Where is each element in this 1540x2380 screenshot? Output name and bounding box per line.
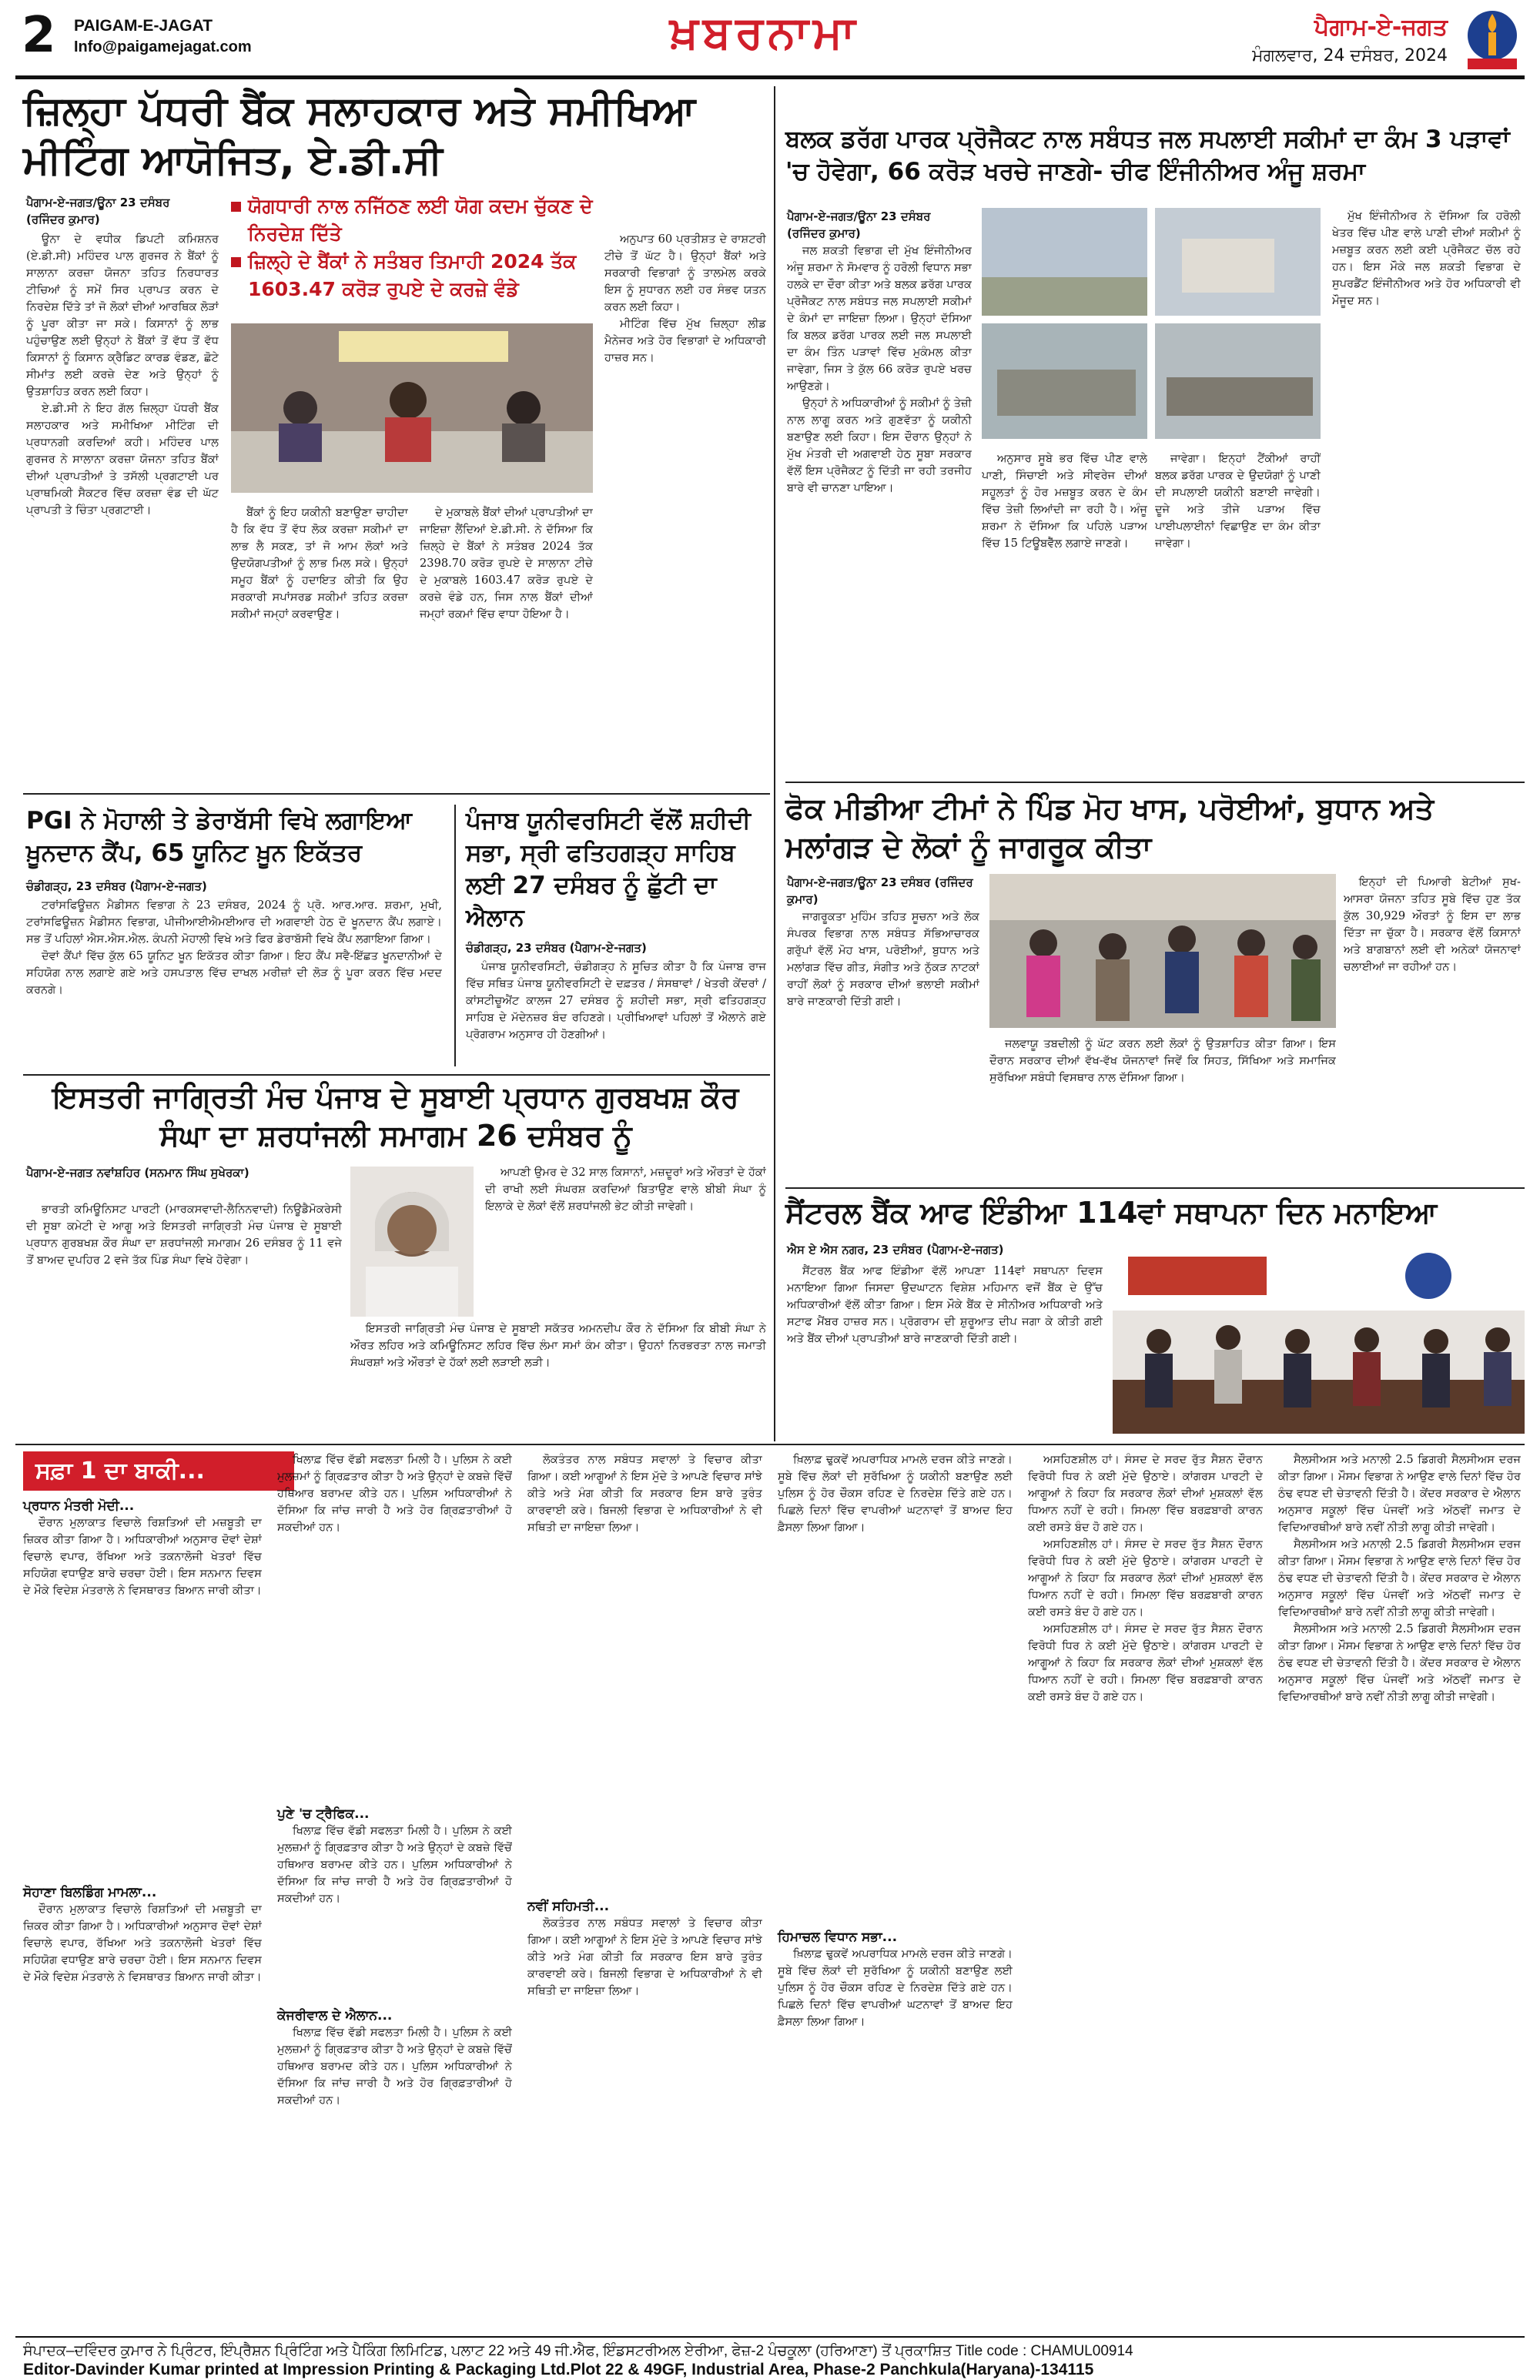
pgi-paragraph: ਦੋਵਾਂ ਕੈਂਪਾਂ ਵਿੱਚ ਕੁੱਲ 65 ਯੂਨਿਟ ਖੂਨ ਇਕੱਤਰ ਕੀਤਾ ਗਿਆ। ਇਹ ਕੈਂਪ ਸਵੈ-ਇੱਛਤ ਖੂਨਦਾਨੀਆਂ ਦੇ ਸਹਿਯੋਗ ਨਾਲ ਲਗਾਏ ਗਏ ਅਤੇ ਹਸਪਤਾਲ ਵਿੱਚ ਦਾਖਲ ਮਰੀਜ਼ਾਂ ਦੀ ਲੋੜ ਨੂੰ ਪੂਰਾ ਕਰਨ ਵਿੱਚ ਮਦਦ ਕਰਨਗੇ। [26,949,442,996]
cbi-byline: ਐਸ ਏ ਐਸ ਨਗਰ, 23 ਦਸੰਬਰ (ਪੈਗਾਮ-ਏ-ਜਗਤ) [787,1243,1004,1257]
continued-subhead: ਹਿਮਾਚਲ ਵਿਧਾਨ ਸਭਾ... [778,1930,898,1945]
istri-paragraph: ਇਸਤਰੀ ਜਾਗ੍ਰਿਤੀ ਮੰਚ ਪੰਜਾਬ ਦੇ ਸੂਬਾਈ ਸਕੱਤਰ ਅਮਨਦੀਪ ਕੌਰ ਨੇ ਦੱਸਿਆ ਕਿ ਬੀਬੀ ਸੰਘਾ ਨੇ ਔਰਤ ਲਹਿਰ ਅਤੇ ਕਮਿਊਨਿਸਟ ਲਹਿਰ ਵਿੱਚ ਲੰਮਾ ਸਮਾਂ ਕੰਮ ਕੀਤਾ। ਉਹਨਾਂ ਨਿਰਭਰਤਾ ਨਾਲ ਜਮਾਤੀ ਸੰਘਰਸ਼ਾਂ ਅਤੇ ਔਰਤਾਂ ਦੇ ਹੱਕਾਂ ਲਈ ਲੜਾਈ ਲੜੀ। [350,1322,766,1369]
drug-park-paragraph: ਮੁੱਖ ਇੰਜੀਨੀਅਰ ਨੇ ਦੱਸਿਆ ਕਿ ਹਰੋਲੀ ਖੇਤਰ ਵਿੱਚ ਪੀਣ ਵਾਲੇ ਪਾਣੀ ਦੀਆਂ ਸਕੀਮਾਂ ਨੂੰ ਮਜ਼ਬੂਤ ਕਰਨ ਲਈ ਕਈ ਪ੍ਰੋਜੈਕਟ ਚੱਲ ਰਹੇ ਹਨ। ਇਸ ਮੌਕੇ ਜਲ ਸ਼ਕਤੀ ਵਿਭਾਗ ਦੇ ਸੁਪਰਡੈਂਟ ਇੰਜੀਨੀਅਰ ਅਤੇ ਹੋਰ ਅਧਿਕਾਰੀ ਵੀ ਮੌਜੂਦ ਸਨ। [1332,209,1521,307]
continued-column-6 [1278,1451,1521,2329]
section-divider [15,1444,1525,1445]
drug-park-site-photos [982,208,1321,439]
bank-highlight-1: ਯੋਗਧਾਰੀ ਨਾਲ ਨਜਿੱਠਣ ਲਈ ਯੋਗ ਕਦਮ ਚੁੱਕਣ ਦੇ ਨਿਰਦੇਸ਼ ਦਿੱਤੇ [231,192,593,248]
imprint-footer [23,2342,1517,2379]
bank-highlight-2: ਜ਼ਿਲ੍ਹੇ ਦੇ ਬੈਂਕਾਂ ਨੇ ਸਤੰਬਰ ਤਿਮਾਹੀ 2024 ਤੱਕ 1603.47 ਕਰੋੜ ਰੁਪਏ ਦੇ ਕਰਜ਼ੇ ਵੰਡੇ [231,248,593,303]
imprint-line-punjabi: ਸੰਪਾਦਕ–ਦਵਿੰਦਰ ਕੁਮਾਰ ਨੇ ਪ੍ਰਿੰਟਰ, ਇੰਪ੍ਰੈਸ਼ਨ ਪ੍ਰਿੰਟਿੰਗ ਅਤੇ ਪੈਕਿੰਗ ਲਿਮਿਟਿਡ, ਪਲਾਟ 22 ਅਤੇ 49 ਜੀ.ਐਫ, ਇੰਡਸਟਰੀਅਲ ਏਰੀਆ, ਫੇਜ਼-2 ਪੰਚਕੂਲਾ (ਹਰਿਆਣਾ) ਤੋਂ ਪ੍ਰਕਾਸ਼ਿਤ Title code : CHAMUL00914 [23,2343,1133,2359]
continued-column-5 [1028,1451,1263,2329]
continued-paragraph: ਖਿਲਾਫ਼ ਵਿੱਚ ਵੱਡੀ ਸਫਲਤਾ ਮਿਲੀ ਹੈ। ਪੁਲਿਸ ਨੇ ਕਈ ਮੁਲਜ਼ਮਾਂ ਨੂੰ ਗ੍ਰਿਫ਼ਤਾਰ ਕੀਤਾ ਹੈ ਅਤੇ ਉਨ੍ਹਾਂ ਦੇ ਕਬਜ਼ੇ ਵਿੱਚੋਂ ਹਥਿਆਰ ਬਰਾਮਦ ਕੀਤੇ ਹਨ। ਪੁਲਿਸ ਅਧਿਕਾਰੀਆਂ ਨੇ ਦੱਸਿਆ ਕਿ ਜਾਂਚ ਜਾਰੀ ਹੈ ਅਤੇ ਹੋਰ ਗ੍ਰਿਫ਼ਤਾਰੀਆਂ ਹੋ ਸਕਦੀਆਂ ਹਨ। [277,2026,512,2107]
drug-park-paragraph: ਜਲ ਸ਼ਕਤੀ ਵਿਭਾਗ ਦੀ ਮੁੱਖ ਇੰਜੀਨੀਅਰ ਅੰਜੂ ਸ਼ਰਮਾ ਨੇ ਸੋਮਵਾਰ ਨੂੰ ਹਰੋਲੀ ਵਿਧਾਨ ਸਭਾ ਹਲਕੇ ਦਾ ਦੌਰਾ ਕੀਤਾ ਅਤੇ ਬਲਕ ਡਰੱਗ ਪਾਰਕ ਪ੍ਰੋਜੈਕਟ ਨਾਲ ਸਬੰਧਤ ਜਲ ਸਪਲਾਈ ਸਕੀਮਾਂ ਦੇ ਕੰਮਾਂ ਦਾ ਜਾਇਜ਼ਾ ਲਿਆ। ਉਨ੍ਹਾਂ ਦੱਸਿਆ ਕਿ ਬਲਕ ਡਰੱਗ ਪਾਰਕ ਲਈ ਜਲ ਸਪਲਾਈ ਦਾ ਕੰਮ ਤਿੰਨ ਪੜਾਵਾਂ ਵਿੱਚ ਮੁਕੰਮਲ ਕੀਤਾ ਜਾਵੇਗਾ, ਜਿਸ ਤੇ ਕੁੱਲ 66 ਕਰੋੜ ਰੁਪਏ ਖਰਚ ਆਉਣਗੇ। [787,244,972,393]
email-link[interactable]: Info@paigamejagat.com [74,38,252,55]
continued-paragraph: ਖ਼ਿਲਾਫ਼ ਢੁਕਵੇਂ ਅਪਰਾਧਿਕ ਮਾਮਲੇ ਦਰਜ ਕੀਤੇ ਜਾਣਗੇ। ਸੂਬੇ ਵਿੱਚ ਲੋਕਾਂ ਦੀ ਸੁਰੱਖਿਆ ਨੂੰ ਯਕੀਨੀ ਬਣਾਉਣ ਲਈ ਪੁਲਿਸ ਨੂੰ ਹੋਰ ਚੌਕਸ ਰਹਿਣ ਦੇ ਨਿਰਦੇਸ਼ ਦਿੱਤੇ ਗਏ ਹਨ। ਪਿਛਲੇ ਦਿਨਾਂ ਵਿੱਚ ਵਾਪਰੀਆਂ ਘਟਨਾਵਾਂ ਤੋਂ ਬਾਅਦ ਇਹ ਫ਼ੈਸਲਾ ਲਿਆ ਗਿਆ। [778,1453,1013,1534]
drug-park-paragraph: ਉਨ੍ਹਾਂ ਨੇ ਅਧਿਕਾਰੀਆਂ ਨੂੰ ਸਕੀਮਾਂ ਨੂੰ ਤੇਜ਼ੀ ਨਾਲ ਲਾਗੂ ਕਰਨ ਅਤੇ ਗੁਣਵੱਤਾ ਨੂੰ ਯਕੀਨੀ ਬਣਾਉਣ ਲਈ ਕਿਹਾ। ਇਸ ਦੌਰਾਨ ਉਨ੍ਹਾਂ ਨੇ ਮੁੱਖ ਮੰਤਰੀ ਦੀ ਅਗਵਾਈ ਹੇਠ ਸੂਬਾ ਸਰਕਾਰ ਵੱਲੋਂ ਇਸ ਪ੍ਰੋਜੈਕਟ ਨੂੰ ਦਿੱਤੀ ਜਾ ਰਹੀ ਤਰਜੀਹ ਬਾਰੇ ਵੀ ਚਾਨਣਾ ਪਾਇਆ। [787,397,972,494]
continued-paragraph: ਲੋਕਤੰਤਰ ਨਾਲ ਸਬੰਧਤ ਸਵਾਲਾਂ ਤੇ ਵਿਚਾਰ ਕੀਤਾ ਗਿਆ। ਕਈ ਆਗੂਆਂ ਨੇ ਇਸ ਮੁੱਦੇ ਤੇ ਆਪਣੇ ਵਿਚਾਰ ਸਾਂਝੇ ਕੀਤੇ ਅਤੇ ਮੰਗ ਕੀਤੀ ਕਿ ਸਰਕਾਰ ਇਸ ਬਾਰੇ ਤੁਰੰਤ ਕਾਰਵਾਈ ਕਰੇ। ਬਿਜਲੀ ਵਿਭਾਗ ਦੇ ਅਧਿਕਾਰੀਆਂ ਨੇ ਵੀ ਸਥਿਤੀ ਦਾ ਜਾਇਜ਼ਾ ਲਿਆ। [527,1453,762,1534]
folk-byline: ਪੈਗਾਮ-ਏ-ਜਗਤ/ਊਨਾ 23 ਦਸੰਬਰ (ਰਜਿੰਦਰ ਕੁਮਾਰ) [787,875,973,906]
bank-paragraph: ਅਨੁਪਾਤ 60 ਪ੍ਰਤੀਸ਼ਤ ਦੇ ਰਾਸ਼ਟਰੀ ਟੀਚੇ ਤੋਂ ਘੱਟ ਹੈ। ਉਨ੍ਹਾਂ ਬੈਂਕਾਂ ਅਤੇ ਸਰਕਾਰੀ ਵਿਭਾਗਾਂ ਨੂੰ ਤਾਲਮੇਲ ਕਰਕੇ ਇਸ ਨੂੰ ਸੁਧਾਰਨ ਲਈ ਹਰ ਸੰਭਵ ਯਤਨ ਕਰਨ ਲਈ ਕਿਹਾ। [604,233,766,313]
bank-highlights [231,192,593,303]
continued-paragraph: ਅਸਹਿਣਸ਼ੀਲ ਹਾਂ। ਸੰਸਦ ਦੇ ਸਰਦ ਰੁੱਤ ਸੈਸ਼ਨ ਦੌਰਾਨ ਵਿਰੋਧੀ ਧਿਰ ਨੇ ਕਈ ਮੁੱਦੇ ਉਠਾਏ। ਕਾਂਗਰਸ ਪਾਰਟੀ ਦੇ ਆਗੂਆਂ ਨੇ ਕਿਹਾ ਕਿ ਸਰਕਾਰ ਲੋਕਾਂ ਦੀਆਂ ਮੁਸ਼ਕਲਾਂ ਵੱਲ ਧਿਆਨ ਨਹੀਂ ਦੇ ਰਹੀ। ਸਿਮਲਾ ਵਿੱਚ ਬਰਫ਼ਬਾਰੀ ਕਾਰਨ ਕਈ ਰਸਤੇ ਬੰਦ ਹੋ ਗਏ ਹਨ। [1028,1622,1263,1703]
istri-headline: ਇਸਤਰੀ ਜਾਗ੍ਰਿਤੀ ਮੰਚ ਪੰਜਾਬ ਦੇ ਸੂਬਾਈ ਪ੍ਰਧਾਨ ਗੁਰਬਖਸ਼ ਕੌਰ ਸੰਘਾ ਦਾ ਸ਼ਰਧਾਂਜਲੀ ਸਮਾਗਮ 26 ਦਸੰਬਰ ਨੂੰ [52,1080,739,1153]
continued-paragraph: ਖਿਲਾਫ਼ ਵਿੱਚ ਵੱਡੀ ਸਫਲਤਾ ਮਿਲੀ ਹੈ। ਪੁਲਿਸ ਨੇ ਕਈ ਮੁਲਜ਼ਮਾਂ ਨੂੰ ਗ੍ਰਿਫ਼ਤਾਰ ਕੀਤਾ ਹੈ ਅਤੇ ਉਨ੍ਹਾਂ ਦੇ ਕਬਜ਼ੇ ਵਿੱਚੋਂ ਹਥਿਆਰ ਬਰਾਮਦ ਕੀਤੇ ਹਨ। ਪੁਲਿਸ ਅਧਿਕਾਰੀਆਂ ਨੇ ਦੱਸਿਆ ਕਿ ਜਾਂਚ ਜਾਰੀ ਹੈ ਅਤੇ ਹੋਰ ਗ੍ਰਿਫ਼ਤਾਰੀਆਂ ਹੋ ਸਕਦੀਆਂ ਹਨ। [277,1453,512,1534]
continued-paragraph: ਅਸਹਿਣਸ਼ੀਲ ਹਾਂ। ਸੰਸਦ ਦੇ ਸਰਦ ਰੁੱਤ ਸੈਸ਼ਨ ਦੌਰਾਨ ਵਿਰੋਧੀ ਧਿਰ ਨੇ ਕਈ ਮੁੱਦੇ ਉਠਾਏ। ਕਾਂਗਰਸ ਪਾਰਟੀ ਦੇ ਆਗੂਆਂ ਨੇ ਕਿਹਾ ਕਿ ਸਰਕਾਰ ਲੋਕਾਂ ਦੀਆਂ ਮੁਸ਼ਕਲਾਂ ਵੱਲ ਧਿਆਨ ਨਹੀਂ ਦੇ ਰਹੀ। ਸਿਮਲਾ ਵਿੱਚ ਬਰਫ਼ਬਾਰੀ ਕਾਰਨ ਕਈ ਰਸਤੇ ਬੰਦ ਹੋ ਗਏ ਹਨ। [1028,1453,1263,1534]
imprint-line-english: Editor-Davinder Kumar printed at Impression Printing & Packaging Ltd.Plot 22 & 49GF, Industrial Area, Phase-2 Panchkula(Haryana)-134115 [23,2361,1094,2378]
section-divider [785,782,1525,783]
cbi-body [787,1263,1103,1436]
cbi-headline: ਸੈਂਟਰਲ ਬੈਂਕ ਆਫ ਇੰਡੀਆ 114ਵਾਂ ਸਥਾਪਨਾ ਦਿਨ ਮਨਾਇਆ [785,1196,1438,1230]
folk-column-2 [989,1036,1336,1178]
publication-name: PAIGAM-E-JAGAT [74,17,213,35]
bank-paragraph: ਮੀਟਿੰਗ ਵਿੱਚ ਮੁੱਖ ਜ਼ਿਲ੍ਹਾ ਲੀਡ ਮੈਨੇਜਰ ਅਤੇ ਹੋਰ ਵਿਭਾਗਾਂ ਦੇ ਅਧਿਕਾਰੀ ਹਾਜ਼ਰ ਸਨ। [604,317,766,364]
continued-subhead: ਪ੍ਰਧਾਨ ਮੰਤਰੀ ਮੋਦੀ... [23,1498,135,1514]
continued-subhead: ਕੇਜਰੀਵਾਲ ਦੇ ਐਲਾਨ... [277,2008,393,2024]
page-column-divider [774,86,775,1441]
istri-column-2 [485,1164,766,1272]
torch-logo-icon [1463,6,1522,71]
bank-paragraph: ਬੈਂਕਾਂ ਨੂੰ ਇਹ ਯਕੀਨੀ ਬਣਾਉਣਾ ਚਾਹੀਦਾ ਹੈ ਕਿ ਵੱਧ ਤੋਂ ਵੱਧ ਲੋਕ ਕਰਜ਼ਾ ਸਕੀਮਾਂ ਦਾ ਲਾਭ ਲੈ ਸਕਣ, ਤਾਂ ਜੋ ਆਮ ਲੋਕਾਂ ਅਤੇ ਉਦਯੋਗਪਤੀਆਂ ਨੂੰ ਲਾਭ ਮਿਲ ਸਕੇ। ਉਨ੍ਹਾਂ ਸਮੂਹ ਬੈਂਕਾਂ ਨੂੰ ਹਦਾਇਤ ਕੀਤੀ ਕਿ ਉਹ ਸਰਕਾਰੀ ਸਪਾਂਸਰਡ ਸਕੀਮਾਂ ਤਹਿਤ ਕਰਜ਼ਾ ਸਕੀਮਾਂ ਜਮ੍ਹਾਂ ਕਰਵਾਉਣ। [231,506,408,621]
drug-park-byline: ਪੈਗਾਮ-ਏ-ਜਗਤ/ਊਨਾ 23 ਦਸੰਬਰ (ਰਜਿੰਦਰ ਕੁਮਾਰ) [787,209,931,240]
bank-paragraph: ਦੇ ਮੁਕਾਬਲੇ ਬੈਂਕਾਂ ਦੀਆਂ ਪ੍ਰਾਪਤੀਆਂ ਦਾ ਜਾਇਜ਼ਾ ਲੈਂਦਿਆਂ ਏ.ਡੀ.ਸੀ. ਨੇ ਦੱਸਿਆ ਕਿ ਜ਼ਿਲ੍ਹੇ ਦੇ ਬੈਂਕਾਂ ਨੇ ਸਤੰਬਰ 2024 ਤੱਕ 2398.70 ਕਰੋੜ ਰੁਪਏ ਦੇ ਸਾਲਾਨਾ ਟੀਚੇ ਦੇ ਮੁਕਾਬਲੇ 1603.47 ਕਰੋੜ ਰੁਪਏ ਦੇ ਕਰਜ਼ੇ ਵੰਡੇ ਹਨ, ਜਿਸ ਨਾਲ ਬੈਂਕਾਂ ਦੀਆਂ ਜਮ੍ਹਾਂ ਰਕਮਾਂ ਵਿੱਚ ਵਾਧਾ ਹੋਇਆ ਹੈ। [420,506,593,621]
pgi-paragraph: ਟਰਾਂਸਫਿਊਜ਼ਨ ਮੈਡੀਸਨ ਵਿਭਾਗ ਨੇ 23 ਦਸੰਬਰ, 2024 ਨੂੰ ਪ੍ਰੋ. ਆਰ.ਆਰ. ਸ਼ਰਮਾ, ਮੁਖੀ, ਟਰਾਂਸਫਿਊਜ਼ਨ ਮੈਡੀਸਨ ਵਿਭਾਗ, ਪੀਜੀਆਈਐਮਈਆਰ ਦੀ ਅਗਵਾਈ ਹੇਠ ਦੋ ਖੂਨਦਾਨ ਕੈਂਪ ਲਗਾਏ। ਸਭ ਤੋਂ ਪਹਿਲਾਂ ਐਸ.ਐਸ.ਐਲ. ਕੰਪਨੀ ਮੋਹਾਲੀ ਵਿਖੇ ਅਤੇ ਫਿਰ ਡੇਰਾਬੱਸੀ ਵਿਖੇ ਕੈਂਪ ਲਗਾਇਆ ਗਿਆ। [26,899,442,946]
continued-paragraph: ਲੋਕਤੰਤਰ ਨਾਲ ਸਬੰਧਤ ਸਵਾਲਾਂ ਤੇ ਵਿਚਾਰ ਕੀਤਾ ਗਿਆ। ਕਈ ਆਗੂਆਂ ਨੇ ਇਸ ਮੁੱਦੇ ਤੇ ਆਪਣੇ ਵਿਚਾਰ ਸਾਂਝੇ ਕੀਤੇ ਅਤੇ ਮੰਗ ਕੀਤੀ ਕਿ ਸਰਕਾਰ ਇਸ ਬਾਰੇ ਤੁਰੰਤ ਕਾਰਵਾਈ ਕਰੇ। ਬਿਜਲੀ ਵਿਭਾਗ ਦੇ ਅਧਿਕਾਰੀਆਂ ਨੇ ਵੀ ਸਥਿਤੀ ਦਾ ਜਾਇਜ਼ਾ ਲਿਆ। [527,1916,762,1997]
bank-paragraph: ਏ.ਡੀ.ਸੀ ਨੇ ਇਹ ਗੱਲ ਜ਼ਿਲ੍ਹਾ ਪੱਧਰੀ ਬੈਂਕ ਸਲਾਹਕਾਰ ਅਤੇ ਸਮੀਖਿਆ ਮੀਟਿੰਗ ਦੀ ਪ੍ਰਧਾਨਗੀ ਕਰਦਿਆਂ ਕਹੀ। ਮਹਿੰਦਰ ਪਾਲ ਗੁਰਜਰ ਨੇ ਸਾਲਾਨਾ ਕਰਜ਼ਾ ਯੋਜਨਾ ਤਹਿਤ ਬੈਂਕਾਂ ਦੀਆਂ ਪ੍ਰਾਪਤੀਆਂ ਤੇ ਤਸੱਲੀ ਪ੍ਰਗਟਾਈ ਪਰ ਪ੍ਰਾਥਮਿਕੀ ਸੈਕਟਰ ਵਿੱਚ ਕਰਜ਼ਾ ਵੰਡ ਦੀ ਘੱਟ ਪ੍ਰਾਪਤੀ ਤੇ ਚਿੰਤਾ ਪ੍ਰਗਟਾਈ। [26,402,219,517]
bank-column-1 [26,231,219,778]
continued-paragraph: ਖਿਲਾਫ਼ ਵਿੱਚ ਵੱਡੀ ਸਫਲਤਾ ਮਿਲੀ ਹੈ। ਪੁਲਿਸ ਨੇ ਕਈ ਮੁਲਜ਼ਮਾਂ ਨੂੰ ਗ੍ਰਿਫ਼ਤਾਰ ਕੀਤਾ ਹੈ ਅਤੇ ਉਨ੍ਹਾਂ ਦੇ ਕਬਜ਼ੇ ਵਿੱਚੋਂ ਹਥਿਆਰ ਬਰਾਮਦ ਕੀਤੇ ਹਨ। ਪੁਲਿਸ ਅਧਿਕਾਰੀਆਂ ਨੇ ਦੱਸਿਆ ਕਿ ਜਾਂਚ ਜਾਰੀ ਹੈ ਅਤੇ ਹੋਰ ਗ੍ਰਿਫ਼ਤਾਰੀਆਂ ਹੋ ਸਕਦੀਆਂ ਹਨ। [277,1824,512,1905]
continued-paragraph: ਸੈਲਸੀਅਸ ਅਤੇ ਮਨਾਲੀ 2.5 ਡਿਗਰੀ ਸੈਲਸੀਅਸ ਦਰਜ ਕੀਤਾ ਗਿਆ। ਮੌਸਮ ਵਿਭਾਗ ਨੇ ਆਉਣ ਵਾਲੇ ਦਿਨਾਂ ਵਿੱਚ ਹੋਰ ਠੰਢ ਵਧਣ ਦੀ ਚੇਤਾਵਨੀ ਦਿੱਤੀ ਹੈ। ਕੇਂਦਰ ਸਰਕਾਰ ਦੇ ਐਲਾਨ ਅਨੁਸਾਰ ਸਕੂਲਾਂ ਵਿੱਚ ਪੰਜਵੀਂ ਅਤੇ ਅੱਠਵੀਂ ਜਮਾਤ ਦੇ ਵਿਦਿਆਰਥੀਆਂ ਬਾਰੇ ਨਵੀਂ ਨੀਤੀ ਲਾਗੂ ਕੀਤੀ ਜਾਵੇਗੀ। [1278,1538,1521,1618]
continued-paragraph: ਖ਼ਿਲਾਫ਼ ਢੁਕਵੇਂ ਅਪਰਾਧਿਕ ਮਾਮਲੇ ਦਰਜ ਕੀਤੇ ਜਾਣਗੇ। ਸੂਬੇ ਵਿੱਚ ਲੋਕਾਂ ਦੀ ਸੁਰੱਖਿਆ ਨੂੰ ਯਕੀਨੀ ਬਣਾਉਣ ਲਈ ਪੁਲਿਸ ਨੂੰ ਹੋਰ ਚੌਕਸ ਰਹਿਣ ਦੇ ਨਿਰਦੇਸ਼ ਦਿੱਤੇ ਗਏ ਹਨ। ਪਿਛਲੇ ਦਿਨਾਂ ਵਿੱਚ ਵਾਪਰੀਆਂ ਘਟਨਾਵਾਂ ਤੋਂ ਬਾਅਦ ਇਹ ਫ਼ੈਸਲਾ ਲਿਆ ਗਿਆ। [778,1947,1013,2028]
section-divider [785,1187,1525,1189]
folk-paragraph: ਇਨ੍ਹਾਂ ਦੀ ਪਿਆਰੀ ਬੇਟੀਆਂ ਸੁਖ-ਆਸਰਾ ਯੋਜਨਾ ਤਹਿਤ ਸੂਬੇ ਵਿੱਚ ਹੁਣ ਤੱਕ ਕੁੱਲ 30,929 ਔਰਤਾਂ ਨੂੰ ਇਸ ਦਾ ਲਾਭ ਦਿੱਤਾ ਜਾ ਚੁੱਕਾ ਹੈ। ਸਰਕਾਰ ਵੱਲੋਂ ਕਿਸਾਨਾਂ ਅਤੇ ਬਾਗਬਾਨਾਂ ਲਈ ਵੀ ਅਨੇਕਾਂ ਯੋਜਨਾਵਾਂ ਚਲਾਈਆਂ ਜਾ ਰਹੀਆਂ ਹਨ। [1344,875,1521,973]
continued-paragraph: ਅਸਹਿਣਸ਼ੀਲ ਹਾਂ। ਸੰਸਦ ਦੇ ਸਰਦ ਰੁੱਤ ਸੈਸ਼ਨ ਦੌਰਾਨ ਵਿਰੋਧੀ ਧਿਰ ਨੇ ਕਈ ਮੁੱਦੇ ਉਠਾਏ। ਕਾਂਗਰਸ ਪਾਰਟੀ ਦੇ ਆਗੂਆਂ ਨੇ ਕਿਹਾ ਕਿ ਸਰਕਾਰ ਲੋਕਾਂ ਦੀਆਂ ਮੁਸ਼ਕਲਾਂ ਵੱਲ ਧਿਆਨ ਨਹੀਂ ਦੇ ਰਹੀ। ਸਿਮਲਾ ਵਿੱਚ ਬਰਫ਼ਬਾਰੀ ਕਾਰਨ ਕਈ ਰਸਤੇ ਬੰਦ ਹੋ ਗਏ ਹਨ। [1028,1538,1263,1618]
folk-column-1 [787,909,979,1178]
bank-paragraph: ਊਨਾ ਦੇ ਵਧੀਕ ਡਿਪਟੀ ਕਮਿਸ਼ਨਰ (ਏ.ਡੀ.ਸੀ) ਮਹਿੰਦਰ ਪਾਲ ਗੁਰਜਰ ਨੇ ਬੈਂਕਾਂ ਨੂੰ ਸਾਲਾਨਾ ਕਰਜ਼ਾ ਯੋਜਨਾ ਤਹਿਤ ਨਿਰਧਾਰਤ ਟੀਚਿਆਂ ਨੂੰ ਸਮੇਂ ਸਿਰ ਪ੍ਰਾਪਤ ਕਰਨ ਦੇ ਨਿਰਦੇਸ਼ ਦਿੱਤੇ ਤਾਂ ਜੋ ਲੋਕਾਂ ਦੀਆਂ ਆਰਥਿਕ ਲੋੜਾਂ ਨੂੰ ਪੂਰਾ ਕੀਤਾ ਜਾ ਸਕੇ। ਕਿਸਾਨਾਂ ਨੂੰ ਲਾਭ ਪਹੁੰਚਾਉਣ ਲਈ ਉਨ੍ਹਾਂ ਨੇ ਬੈਂਕਾਂ ਤੋਂ ਵੱਧ ਤੋਂ ਵੱਧ ਕਿਸਾਨਾਂ ਨੂੰ ਕਿਸਾਨ ਕ੍ਰੈਡਿਟ ਕਾਰਡ ਵੰਡਣ, ਛੋਟੇ ਸੀਮਾਂਤ ਲਈ ਕਰਜ਼ੇ ਦੇਣ ਅਤੇ ਉਨ੍ਹਾਂ ਨੂੰ ਉਤਸ਼ਾਹਿਤ ਕਰਨ ਲਈ ਕਿਹਾ। [26,233,219,398]
pu-headline: ਪੰਜਾਬ ਯੂਨੀਵਰਸਿਟੀ ਵੱਲੋਂ ਸ਼ਹੀਦੀ ਸਭਾ, ਸ੍ਰੀ ਫਤਿਹਗੜ੍ਹ ਸਾਹਿਬ ਲਈ 27 ਦਸੰਬਰ ਨੂੰ ਛੁੱਟੀ ਦਾ ਐਲਾਨ [466,807,751,932]
folk-media-photo [989,874,1336,1028]
pu-paragraph: ਪੰਜਾਬ ਯੂਨੀਵਰਸਿਟੀ, ਚੰਡੀਗੜ੍ਹ ਨੇ ਸੂਚਿਤ ਕੀਤਾ ਹੈ ਕਿ ਪੰਜਾਬ ਰਾਜ ਵਿੱਚ ਸਥਿਤ ਪੰਜਾਬ ਯੂਨੀਵਰਸਿਟੀ ਦੇ ਦਫ਼ਤਰ / ਸੰਸਥਾਵਾਂ / ਖੇਤਰੀ ਕੇਂਦਰਾਂ / ਕਾਂਸਟੀਚੂਐਂਟ ਕਾਲਜ 27 ਦਸੰਬਰ ਨੂੰ ਸ਼ਹੀਦੀ ਸਭਾ, ਸ੍ਰੀ ਫਤਿਹਗੜ੍ਹ ਸਾਹਿਬ ਦੇ ਮੱਦੇਨਜ਼ਰ ਬੰਦ ਰਹਿਣਗੇ। ਪ੍ਰੀਖਿਆਵਾਂ ਪਹਿਲਾਂ ਤੋਂ ਐਲਾਨੇ ਗਏ ਪ੍ਰੋਗਰਾਮ ਅਨੁਸਾਰ ਹੀ ਹੋਣਗੀਆਂ। [466,960,766,1041]
folk-column-3 [1344,874,1521,1178]
section-divider [23,793,770,795]
bank-column-2 [231,504,408,782]
continued-subhead: ਸੋਹਾਣਾ ਬਿਲਡਿੰਗ ਮਾਮਲਾ... [23,1885,157,1900]
istri-column-1 [26,1201,342,1432]
column-divider [454,805,456,1066]
continued-paragraph: ਸੈਲਸੀਅਸ ਅਤੇ ਮਨਾਲੀ 2.5 ਡਿਗਰੀ ਸੈਲਸੀਅਸ ਦਰਜ ਕੀਤਾ ਗਿਆ। ਮੌਸਮ ਵਿਭਾਗ ਨੇ ਆਉਣ ਵਾਲੇ ਦਿਨਾਂ ਵਿੱਚ ਹੋਰ ਠੰਢ ਵਧਣ ਦੀ ਚੇਤਾਵਨੀ ਦਿੱਤੀ ਹੈ। ਕੇਂਦਰ ਸਰਕਾਰ ਦੇ ਐਲਾਨ ਅਨੁਸਾਰ ਸਕੂਲਾਂ ਵਿੱਚ ਪੰਜਵੀਂ ਅਤੇ ਅੱਠਵੀਂ ਜਮਾਤ ਦੇ ਵਿਦਿਆਰਥੀਆਂ ਬਾਰੇ ਨਵੀਂ ਨੀਤੀ ਲਾਗੂ ਕੀਤੀ ਜਾਵੇਗੀ। [1278,1453,1521,1534]
cbi-event-photo [1113,1241,1525,1434]
istri-column-3 [350,1321,766,1432]
pu-byline: ਚੰਡੀਗੜ੍ਹ, 23 ਦਸੰਬਰ (ਪੈਗਾਮ-ਏ-ਜਗਤ) [466,941,647,955]
continued-paragraph: ਸੈਲਸੀਅਸ ਅਤੇ ਮਨਾਲੀ 2.5 ਡਿਗਰੀ ਸੈਲਸੀਅਸ ਦਰਜ ਕੀਤਾ ਗਿਆ। ਮੌਸਮ ਵਿਭਾਗ ਨੇ ਆਉਣ ਵਾਲੇ ਦਿਨਾਂ ਵਿੱਚ ਹੋਰ ਠੰਢ ਵਧਣ ਦੀ ਚੇਤਾਵਨੀ ਦਿੱਤੀ ਹੈ। ਕੇਂਦਰ ਸਰਕਾਰ ਦੇ ਐਲਾਨ ਅਨੁਸਾਰ ਸਕੂਲਾਂ ਵਿੱਚ ਪੰਜਵੀਂ ਅਤੇ ਅੱਠਵੀਂ ਜਮਾਤ ਦੇ ਵਿਦਿਆਰਥੀਆਂ ਬਾਰੇ ਨਵੀਂ ਨੀਤੀ ਲਾਗੂ ਕੀਤੀ ਜਾਵੇਗੀ। [1278,1622,1521,1703]
continued-label: ਸਫ਼ਾ 1 ਦਾ ਬਾਕੀ... [23,1451,294,1491]
section-divider [23,1074,770,1076]
section-title: ਖ਼ਬਰਨਾਮਾ [670,6,860,59]
masthead-rule [15,75,1525,79]
folk-paragraph: ਜਾਗਰੂਕਤਾ ਮੁਹਿੰਮ ਤਹਿਤ ਸੂਚਨਾ ਅਤੇ ਲੋਕ ਸੰਪਰਕ ਵਿਭਾਗ ਨਾਲ ਸਬੰਧਤ ਸੱਭਿਆਚਾਰਕ ਗਰੁੱਪਾਂ ਵੱਲੋਂ ਮੋਹ ਖਾਸ, ਪਰੋਈਆਂ, ਬੁਧਾਨ ਅਤੇ ਮਲਾਂਗੜ ਵਿੱਚ ਗੀਤ, ਸੰਗੀਤ ਅਤੇ ਨੁੱਕੜ ਨਾਟਕਾਂ ਰਾਹੀਂ ਲੋਕਾਂ ਨੂੰ ਸਰਕਾਰ ਦੀਆਂ ਭਲਾਈ ਸਕੀਮਾਂ ਬਾਰੇ ਜਾਣਕਾਰੀ ਦਿੱਤੀ ਗਈ। [787,910,979,1008]
pu-body [466,959,766,1066]
bank-column-4 [604,231,766,782]
istri-portrait-photo [350,1167,474,1317]
continued-column-4 [778,1451,1013,2329]
pgi-byline: ਚੰਡੀਗੜ੍ਹ, 23 ਦਸੰਬਰ (ਪੈਗਾਮ-ਏ-ਜਗਤ) [26,879,207,893]
drug-park-column-3 [1155,450,1321,774]
continued-column-1 [23,1498,262,2329]
continued-paragraph: ਦੌਰਾਨ ਮੁਲਾਕਾਤ ਵਿਚਾਲੇ ਰਿਸ਼ਤਿਆਂ ਦੀ ਮਜ਼ਬੂਤੀ ਦਾ ਜ਼ਿਕਰ ਕੀਤਾ ਗਿਆ ਹੈ। ਅਧਿਕਾਰੀਆਂ ਅਨੁਸਾਰ ਦੋਵਾਂ ਦੇਸ਼ਾਂ ਵਿਚਾਲੇ ਵਪਾਰ, ਰੱਖਿਆ ਅਤੇ ਤਕਨਾਲੋਜੀ ਖੇਤਰਾਂ ਵਿੱਚ ਸਹਿਯੋਗ ਵਧਾਉਣ ਬਾਰੇ ਚਰਚਾ ਹੋਈ। ਇਸ ਸਨਮਾਨ ਦਿਵਸ ਦੇ ਮੌਕੇ ਵਿਦੇਸ਼ ਮੰਤਰਾਲੇ ਨੇ ਵਿਸਥਾਰਤ ਬਿਆਨ ਜਾਰੀ ਕੀਤਾ। [23,1903,262,1983]
pgi-headline: PGI ਨੇ ਮੋਹਾਲੀ ਤੇ ਡੇਰਾਬੱਸੀ ਵਿਖੇ ਲਗਾਇਆ ਖ਼ੂਨਦਾਨ ਕੈਂਪ, 65 ਯੂਨਿਟ ਖ਼ੂਨ ਇਕੱਤਰ [26,807,412,867]
istri-byline: ਪੈਗਾਮ-ਏ-ਜਗਤ ਨਵਾਂਸ਼ਹਿਰ (ਸਨਮਾਨ ਸਿੰਘ ਸੁਖੇਰਕਾ) [26,1166,249,1180]
pgi-body [26,897,442,1066]
drug-park-column-4 [1332,208,1521,774]
brand-name: ਪੈਗਾਮ-ਏ-ਜਗਤ [1314,14,1448,41]
continued-column-2 [277,1451,512,2329]
folk-paragraph: ਜਲਵਾਯੂ ਤਬਦੀਲੀ ਨੂੰ ਘੱਟ ਕਰਨ ਲਈ ਲੋਕਾਂ ਨੂੰ ਉਤਸ਼ਾਹਿਤ ਕੀਤਾ ਗਿਆ। ਇਸ ਦੌਰਾਨ ਸਰਕਾਰ ਦੀਆਂ ਵੱਖ-ਵੱਖ ਯੋਜਨਾਵਾਂ ਜਿਵੇਂ ਕਿ ਸਿਹਤ, ਸਿੱਖਿਆ ਅਤੇ ਸਮਾਜਿਕ ਸੁਰੱਖਿਆ ਸਬੰਧੀ ਵਿਸਥਾਰ ਨਾਲ ਦੱਸਿਆ ਗਿਆ। [989,1037,1336,1084]
continued-subhead: ਪੁਣੇ 'ਚ ਟ੍ਰੈਫਿਕ... [277,1806,370,1822]
drug-park-paragraph: ਅਨੁਸਾਰ ਸੂਬੇ ਭਰ ਵਿੱਚ ਪੀਣ ਵਾਲੇ ਪਾਣੀ, ਸਿੰਚਾਈ ਅਤੇ ਸੀਵਰੇਜ ਦੀਆਂ ਸਹੂਲਤਾਂ ਨੂੰ ਹੋਰ ਮਜ਼ਬੂਤ ਕਰਨ ਦੇ ਕੰਮ ਵਿੱਚ ਤੇਜ਼ੀ ਲਿਆਂਦੀ ਜਾ ਰਹੀ ਹੈ। ਅੰਜੂ ਸ਼ਰਮਾ ਨੇ ਦੱਸਿਆ ਕਿ ਪਹਿਲੇ ਪੜਾਅ ਵਿੱਚ 15 ਟਿਊਬਵੈੱਲ ਲਗਾਏ ਜਾਣਗੇ। [982,452,1147,550]
continued-column-3 [527,1451,762,2329]
cbi-paragraph: ਸੈਂਟਰਲ ਬੈਂਕ ਆਫ ਇੰਡੀਆ ਵੱਲੋਂ ਆਪਣਾ 114ਵਾਂ ਸਥਾਪਨਾ ਦਿਵਸ ਮਨਾਇਆ ਗਿਆ ਜਿਸਦਾ ਉਦਘਾਟਨ ਵਿਸ਼ੇਸ਼ ਮਹਿਮਾਨ ਵਜੋਂ ਬੈਂਕ ਦੇ ਉੱਚ ਅਧਿਕਾਰੀਆਂ ਵੱਲੋਂ ਕੀਤਾ ਗਿਆ। ਇਸ ਮੌਕੇ ਬੈਂਕ ਦੇ ਸੀਨੀਅਰ ਅਧਿਕਾਰੀ ਅਤੇ ਸਟਾਫ ਮੈਂਬਰ ਹਾਜ਼ਰ ਸਨ। ਪ੍ਰੋਗਰਾਮ ਦੀ ਸ਼ੁਰੂਆਤ ਦੀਪ ਜਗਾ ਕੇ ਕੀਤੀ ਗਈ ਅਤੇ ਬੈਂਕ ਦੀਆਂ ਪ੍ਰਾਪਤੀਆਂ ਬਾਰੇ ਜਾਣਕਾਰੀ ਦਿੱਤੀ ਗਈ। [787,1264,1103,1345]
bank-column-3 [420,504,593,782]
istri-paragraph: ਭਾਰਤੀ ਕਮਿਊਨਿਸਟ ਪਾਰਟੀ (ਮਾਰਕਸਵਾਦੀ-ਲੈਨਿਨਵਾਦੀ) ਨਿਊਡੈਮੋਕਰੇਸੀ ਦੀ ਸੂਬਾ ਕਮੇਟੀ ਦੇ ਆਗੂ ਅਤੇ ਇਸਤਰੀ ਜਾਗ੍ਰਿਤੀ ਮੰਚ ਪੰਜਾਬ ਦੇ ਸੂਬਾਈ ਪ੍ਰਧਾਨ ਗੁਰਬਖਸ਼ ਕੌਰ ਸੰਘਾ ਦਾ ਸ਼ਰਧਾਂਜਲੀ ਸਮਾਗਮ 26 ਦਸੰਬਰ ਨੂੰ 11 ਵਜੇ ਤੋਂ ਬਾਅਦ ਦੁਪਹਿਰ 2 ਵਜੇ ਤੱਕ ਪਿੰਡ ਸੰਘਾ ਵਿਖੇ ਹੋਵੇਗਾ। [26,1203,342,1267]
bank-meeting-photo [231,323,593,493]
drug-park-paragraph: ਜਾਵੇਗਾ। ਇਨ੍ਹਾਂ ਟੈਂਕੀਆਂ ਰਾਹੀਂ ਬਲਕ ਡਰੱਗ ਪਾਰਕ ਦੇ ਉਦਯੋਗਾਂ ਨੂੰ ਪਾਣੀ ਦੀ ਸਪਲਾਈ ਯਕੀਨੀ ਬਣਾਈ ਜਾਵੇਗੀ। ਦੂਜੇ ਅਤੇ ਤੀਜੇ ਪੜਾਅ ਵਿੱਚ ਪਾਈਪਲਾਈਨਾਂ ਵਿਛਾਉਣ ਦਾ ਕੰਮ ਕੀਤਾ ਜਾਵੇਗਾ। [1155,452,1321,550]
footer-rule [15,2336,1525,2338]
continued-paragraph: ਦੌਰਾਨ ਮੁਲਾਕਾਤ ਵਿਚਾਲੇ ਰਿਸ਼ਤਿਆਂ ਦੀ ਮਜ਼ਬੂਤੀ ਦਾ ਜ਼ਿਕਰ ਕੀਤਾ ਗਿਆ ਹੈ। ਅਧਿਕਾਰੀਆਂ ਅਨੁਸਾਰ ਦੋਵਾਂ ਦੇਸ਼ਾਂ ਵਿਚਾਲੇ ਵਪਾਰ, ਰੱਖਿਆ ਅਤੇ ਤਕਨਾਲੋਜੀ ਖੇਤਰਾਂ ਵਿੱਚ ਸਹਿਯੋਗ ਵਧਾਉਣ ਬਾਰੇ ਚਰਚਾ ਹੋਈ। ਇਸ ਸਨਮਾਨ ਦਿਵਸ ਦੇ ਮੌਕੇ ਵਿਦੇਸ਼ ਮੰਤਰਾਲੇ ਨੇ ਵਿਸਥਾਰਤ ਬਿਆਨ ਜਾਰੀ ਕੀਤਾ। [23,1516,262,1597]
drug-park-column-1 [787,243,972,774]
folk-headline: ਫੋਕ ਮੀਡੀਆ ਟੀਮਾਂ ਨੇ ਪਿੰਡ ਮੋਹ ਖਾਸ, ਪਰੋਈਆਂ, ਬੁਧਾਨ ਅਤੇ ਮਲਾਂਗੜ ਦੇ ਲੋਕਾਂ ਨੂੰ ਜਾਗਰੂਕ ਕੀਤਾ [785,792,1435,864]
page-number: 2 [22,7,56,64]
bank-byline: ਪੈਗਾਮ-ਏ-ਜਗਤ/ਊਨਾ 23 ਦਸੰਬਰ (ਰਜਿੰਦਰ ਕੁਮਾਰ) [26,196,170,226]
bank-headline: ਜ਼ਿਲ੍ਹਾ ਪੱਧਰੀ ਬੈਂਕ ਸਲਾਹਕਾਰ ਅਤੇ ਸਮੀਖਿਆ ਮੀਟਿੰਗ ਆਯੋਜਿਤ, ਏ.ਡੀ.ਸੀ [23,88,696,183]
drug-park-headline: ਬਲਕ ਡਰੱਗ ਪਾਰਕ ਪ੍ਰੋਜੈਕਟ ਨਾਲ ਸਬੰਧਤ ਜਲ ਸਪਲਾਈ ਸਕੀਮਾਂ ਦਾ ਕੰਮ 3 ਪੜਾਵਾਂ 'ਚ ਹੋਵੇਗਾ, 66 ਕਰੋੜ ਖਰਚੇ ਜਾਣਗੇ- ਚੀਫ ਇੰਜੀਨੀਅਰ ਅੰਜੂ ਸ਼ਰਮਾ [785,126,1510,186]
istri-paragraph: ਆਪਣੀ ਉਮਰ ਦੇ 32 ਸਾਲ ਕਿਸਾਨਾਂ, ਮਜ਼ਦੂਰਾਂ ਅਤੇ ਔਰਤਾਂ ਦੇ ਹੱਕਾਂ ਦੀ ਰਾਖੀ ਲਈ ਸੰਘਰਸ਼ ਕਰਦਿਆਂ ਬਿਤਾਉਣ ਵਾਲੇ ਬੀਬੀ ਸੰਘਾ ਨੂੰ ਇਲਾਕੇ ਦੇ ਲੋਕਾਂ ਵੱਲੋਂ ਸ਼ਰਧਾਂਜਲੀ ਭੇਟ ਕੀਤੀ ਜਾਵੇਗੀ। [485,1166,766,1213]
continued-subhead: ਨਵੀਂ ਸਹਿਮਤੀ... [527,1899,610,1914]
issue-date: ਮੰਗਲਵਾਰ, 24 ਦਸੰਬਰ, 2024 [1252,46,1448,65]
drug-park-column-2 [982,450,1147,774]
